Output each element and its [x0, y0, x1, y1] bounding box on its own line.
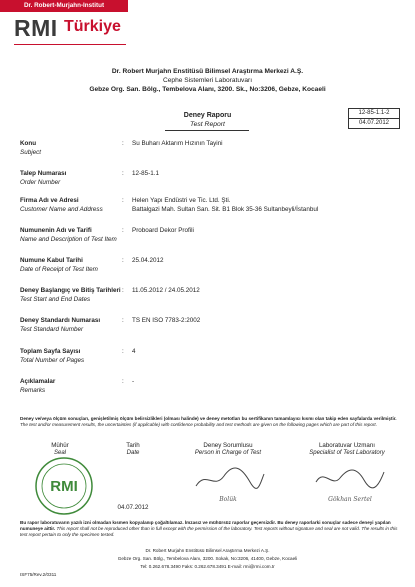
field-value: Helen Yapı Endüstri ve Tic. Ltd. Şti.: [132, 197, 231, 204]
field-label-en: Test Start and End Dates: [20, 296, 91, 303]
field-label-en: Name and Description of Test Item: [20, 236, 117, 243]
validity-note: [20, 520, 398, 538]
specialist-signature: [312, 464, 388, 494]
field-colon: :: [122, 348, 124, 355]
field-label-en: Customer Name and Address: [20, 206, 103, 213]
field-value: Proboard Dekor Profili: [132, 227, 194, 234]
seal-heading: Mühür: [51, 442, 69, 449]
date-heading-en: Date: [126, 450, 140, 456]
validity-note-tr: Bu rapor laboratuvarın yazılı izni olmadan kısmen kopyalanıp çoğaltılamaz. İmzasız ve mühürsüz raporlar geçersizdir. Bu deney raporlarki sonuçlar sadece deneyi yapılan numuneye aittir.: [20, 520, 391, 531]
field-value: 11.05.2012 / 24.05.2012: [132, 287, 200, 294]
person-in-charge-heading-en: Person in Charge of Test: [194, 450, 262, 456]
report-number: 12-85-1.1-2: [358, 110, 390, 116]
disclaimer: [20, 416, 398, 428]
logo-turkiye: Türkiye: [64, 18, 121, 35]
field-value: 4: [132, 348, 136, 355]
field-value: -: [132, 378, 135, 385]
field-label: Firma Adı ve Adresi: [20, 197, 79, 204]
specialist-heading-en: Specialist of Test Laboratory: [309, 450, 385, 456]
disclaimer-tr: Deney ve/veya ölçüm sonuçları, genişletilmiş ölçüm belirsizlikleri (olması halinde) ve deney metotları bu sertifikanın tamamlayıcı kısmı olan takip eden sayfalarda verilmiştir.: [20, 416, 397, 421]
seal-heading-en: Seal: [53, 450, 66, 456]
report-subtitle: Test Report: [190, 121, 225, 128]
field-label: Toplam Sayfa Sayısı: [20, 348, 81, 355]
disclaimer-en: The test and/or measurement results, the uncertainties (if applicable) with confidence probability and test methods are given on the following pages which are part of this report.: [20, 422, 377, 427]
logo-institute-bar: Dr. Robert-Murjahn-Institut: [0, 0, 128, 12]
field-label-en: Test Standard Number: [20, 326, 84, 333]
field-colon: :: [122, 140, 124, 147]
field-colon: :: [122, 257, 124, 264]
field-label: Numune Kabul Tarihi: [20, 257, 83, 264]
logo-underline: [14, 44, 126, 45]
date-heading: Tarih: [126, 442, 140, 449]
field-label-en: Subject: [20, 149, 42, 156]
green-seal: [24, 456, 104, 516]
title-divider: [165, 130, 249, 131]
field-label: Açıklamalar: [20, 378, 56, 385]
field-colon: :: [122, 287, 124, 294]
laboratory-name: Cephe Sistemleri Laboratuvarı: [162, 77, 253, 84]
field-colon: :: [122, 197, 124, 204]
field-label: Numunenin Adı ve Tarifi: [20, 227, 92, 234]
field-label: Deney Başlangıç ve Bitiş Tarihleri: [20, 287, 121, 294]
field-label-en: Remarks: [20, 387, 46, 394]
report-title: Deney Raporu: [183, 112, 232, 119]
field-colon: :: [122, 170, 124, 177]
footer-institute: Dr. Robert Murjahn Enstitüsü Bilimsel Araştırma Merkezi A.Ş.: [145, 548, 270, 553]
form-code: ISF75/Rev.2/0311: [20, 572, 57, 577]
field-label: Talep Numarası: [20, 170, 67, 177]
field-value: 12-85-1.1: [132, 170, 159, 177]
field-label: Deney Standardı Numarası: [20, 317, 101, 324]
report-number-box: [348, 108, 400, 129]
signature-date: 04.07.2012: [117, 504, 149, 511]
field-label: Konu: [20, 140, 37, 147]
specialist-name: Gökhan Sertel: [328, 496, 372, 503]
report-date: 04.07.2012: [349, 118, 399, 128]
validity-note-en: This report shall not be reproduced other than in full except with the permission of the laboratory. Test reports without signature and seal are not valid. The results in this test report pertain to only the specimen tested.: [20, 526, 398, 537]
person-in-charge-signature: [192, 464, 266, 494]
institute-address: Gebze Org. San. Bölg., Tembelova Alanı, 3200. Sk., No:3206, Gebze, Kocaeli: [89, 86, 326, 93]
field-label-en: Total Number of Pages: [20, 357, 85, 364]
field-value: Su Buharı Aktarım Hızının Tayini: [132, 140, 223, 147]
field-colon: :: [122, 317, 124, 324]
field-label-en: Date of Receipt of Test Item: [20, 266, 98, 273]
person-in-charge-heading: Deney Sorumlusu: [203, 442, 253, 449]
footer-contact: Tel: 0.262.678.3490 Faks: 0.262.678.3491 E-mail: rmi@rmi.com.tr: [140, 564, 275, 569]
field-value: TS EN ISO 7783-2:2002: [132, 317, 201, 324]
field-value-line2: Battalgazi Mah. Sultan San. Sit. B1 Blok 35-36 Sultanbeyli/İstanbul: [132, 206, 319, 213]
footer-address: Gebze Org. San. Bölg., Tembelova Alanı, 3200. Sokak, No:3206, 41400, Gebze, Kocaeli: [117, 556, 298, 561]
field-colon: :: [122, 227, 124, 234]
seal-rmi-mark: RMI: [50, 478, 78, 495]
field-value: 25.04.2012: [132, 257, 164, 264]
field-label-en: Order Number: [20, 179, 61, 186]
person-in-charge-name: Bolük: [219, 496, 237, 503]
institute-name: Dr. Robert Murjahn Enstitüsü Bilimsel Araştırma Merkezi A.Ş.: [111, 68, 304, 75]
field-colon: :: [122, 378, 124, 385]
specialist-heading: Laboratuvar Uzmanı: [318, 442, 376, 449]
logo-rmi: RMI: [14, 15, 58, 41]
